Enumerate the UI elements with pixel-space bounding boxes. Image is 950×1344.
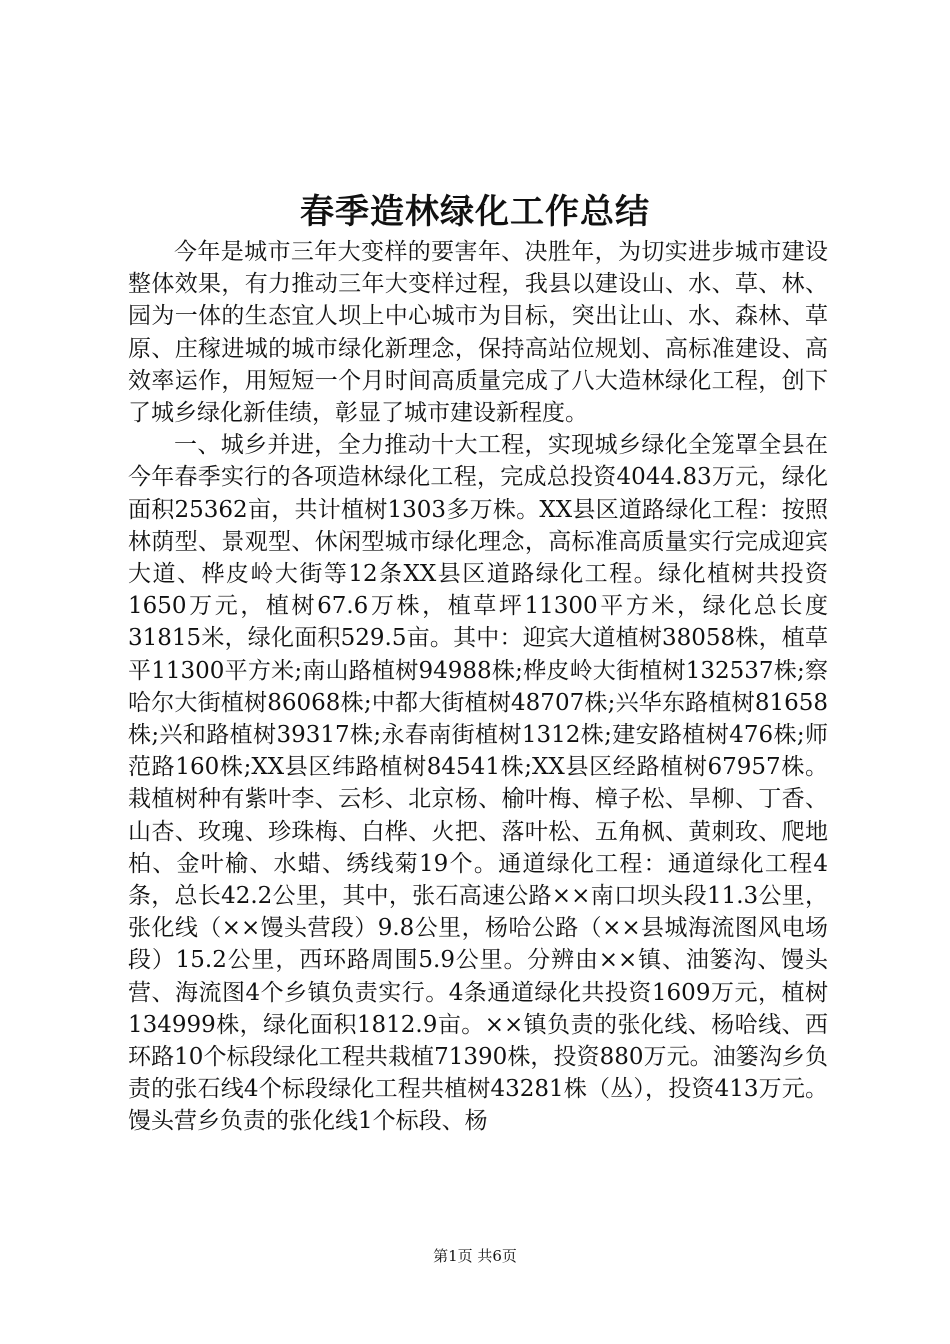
- document-body: [128, 236, 828, 1138]
- page-footer: 第1页 共6页: [433, 1247, 517, 1265]
- paragraph-intro: 今年是城市三年大变样的要害年、决胜年，为切实进步城市建设整体效果，有力推动三年大变样过程，我县以建设山、水、草、林、园为一体的生态宜人坝上中心城市为目标，突出让山、水、森林、草原、庄稼进城的城市绿化新理念，保持高站位规划、高标准建设、高效率运作，用短短一个月时间高质量完成了八大造林绿化工程，创下了城乡绿化新佳绩，彰显了城市建设新程度。: [128, 239, 828, 427]
- page-title: 春季造林绿化工作总结: [300, 192, 650, 232]
- paragraph-section-1: 一、城乡并进，全力推动十大工程，实现城乡绿化全笼罩全县在今年春季实行的各项造林绿化工程，完成总投资4044.83万元，绿化面积25362亩，共计植树1303多万株。XX县区道路绿化工程：按照林荫型、景观型、休闲型城市绿化理念，高标准高质量实行完成迎宾大道、桦皮岭大街等12条XX县区道路绿化工程。绿化植树共投资1650万元，植树67.6万株，植草坪11300平方米，绿化总长度31815米，绿化面积529.5亩。其中：迎宾大道植树38058株，植草平11300平方米;南山路植树94988株;桦皮岭大街植树132537株;察哈尔大街植树86068株;中都大街植树48707株;兴华东路植树81658株;兴和路植树39317株;永春南街植树1312株;建安路植树476株;师范路160株;XX县区纬路植树84541株;XX县区经路植树67957株。栽植树种有紫叶李、云杉、北京杨、榆叶梅、樟子松、旱柳、丁香、山杏、玫瑰、珍珠梅、白桦、火把、落叶松、五角枫、黄刺玫、爬地柏、金叶榆、水蜡、绣线菊19个。通道绿化工程：通道绿化工程4条，总长42.2公里，其中，张石高速公路××南口坝头段11.3公里，张化线（××馒头营段）9.8公里，杨哈公路（××县城海流图风电场段）15.2公里，西环路周围5.9公里。分辨由××镇、油篓沟、馒头营、海流图4个乡镇负责实行。4条通道绿化共投资1609万元，植树134999株，绿化面积1812.9亩。××镇负责的张化线、杨哈线、西环路10个标段绿化工程共栽植71390株，投资880万元。油篓沟乡负责的张石线4个标段绿化工程共植树43281株（丛），投资413万元。馒头营乡负责的张化线1个标段、杨: [128, 432, 828, 1135]
